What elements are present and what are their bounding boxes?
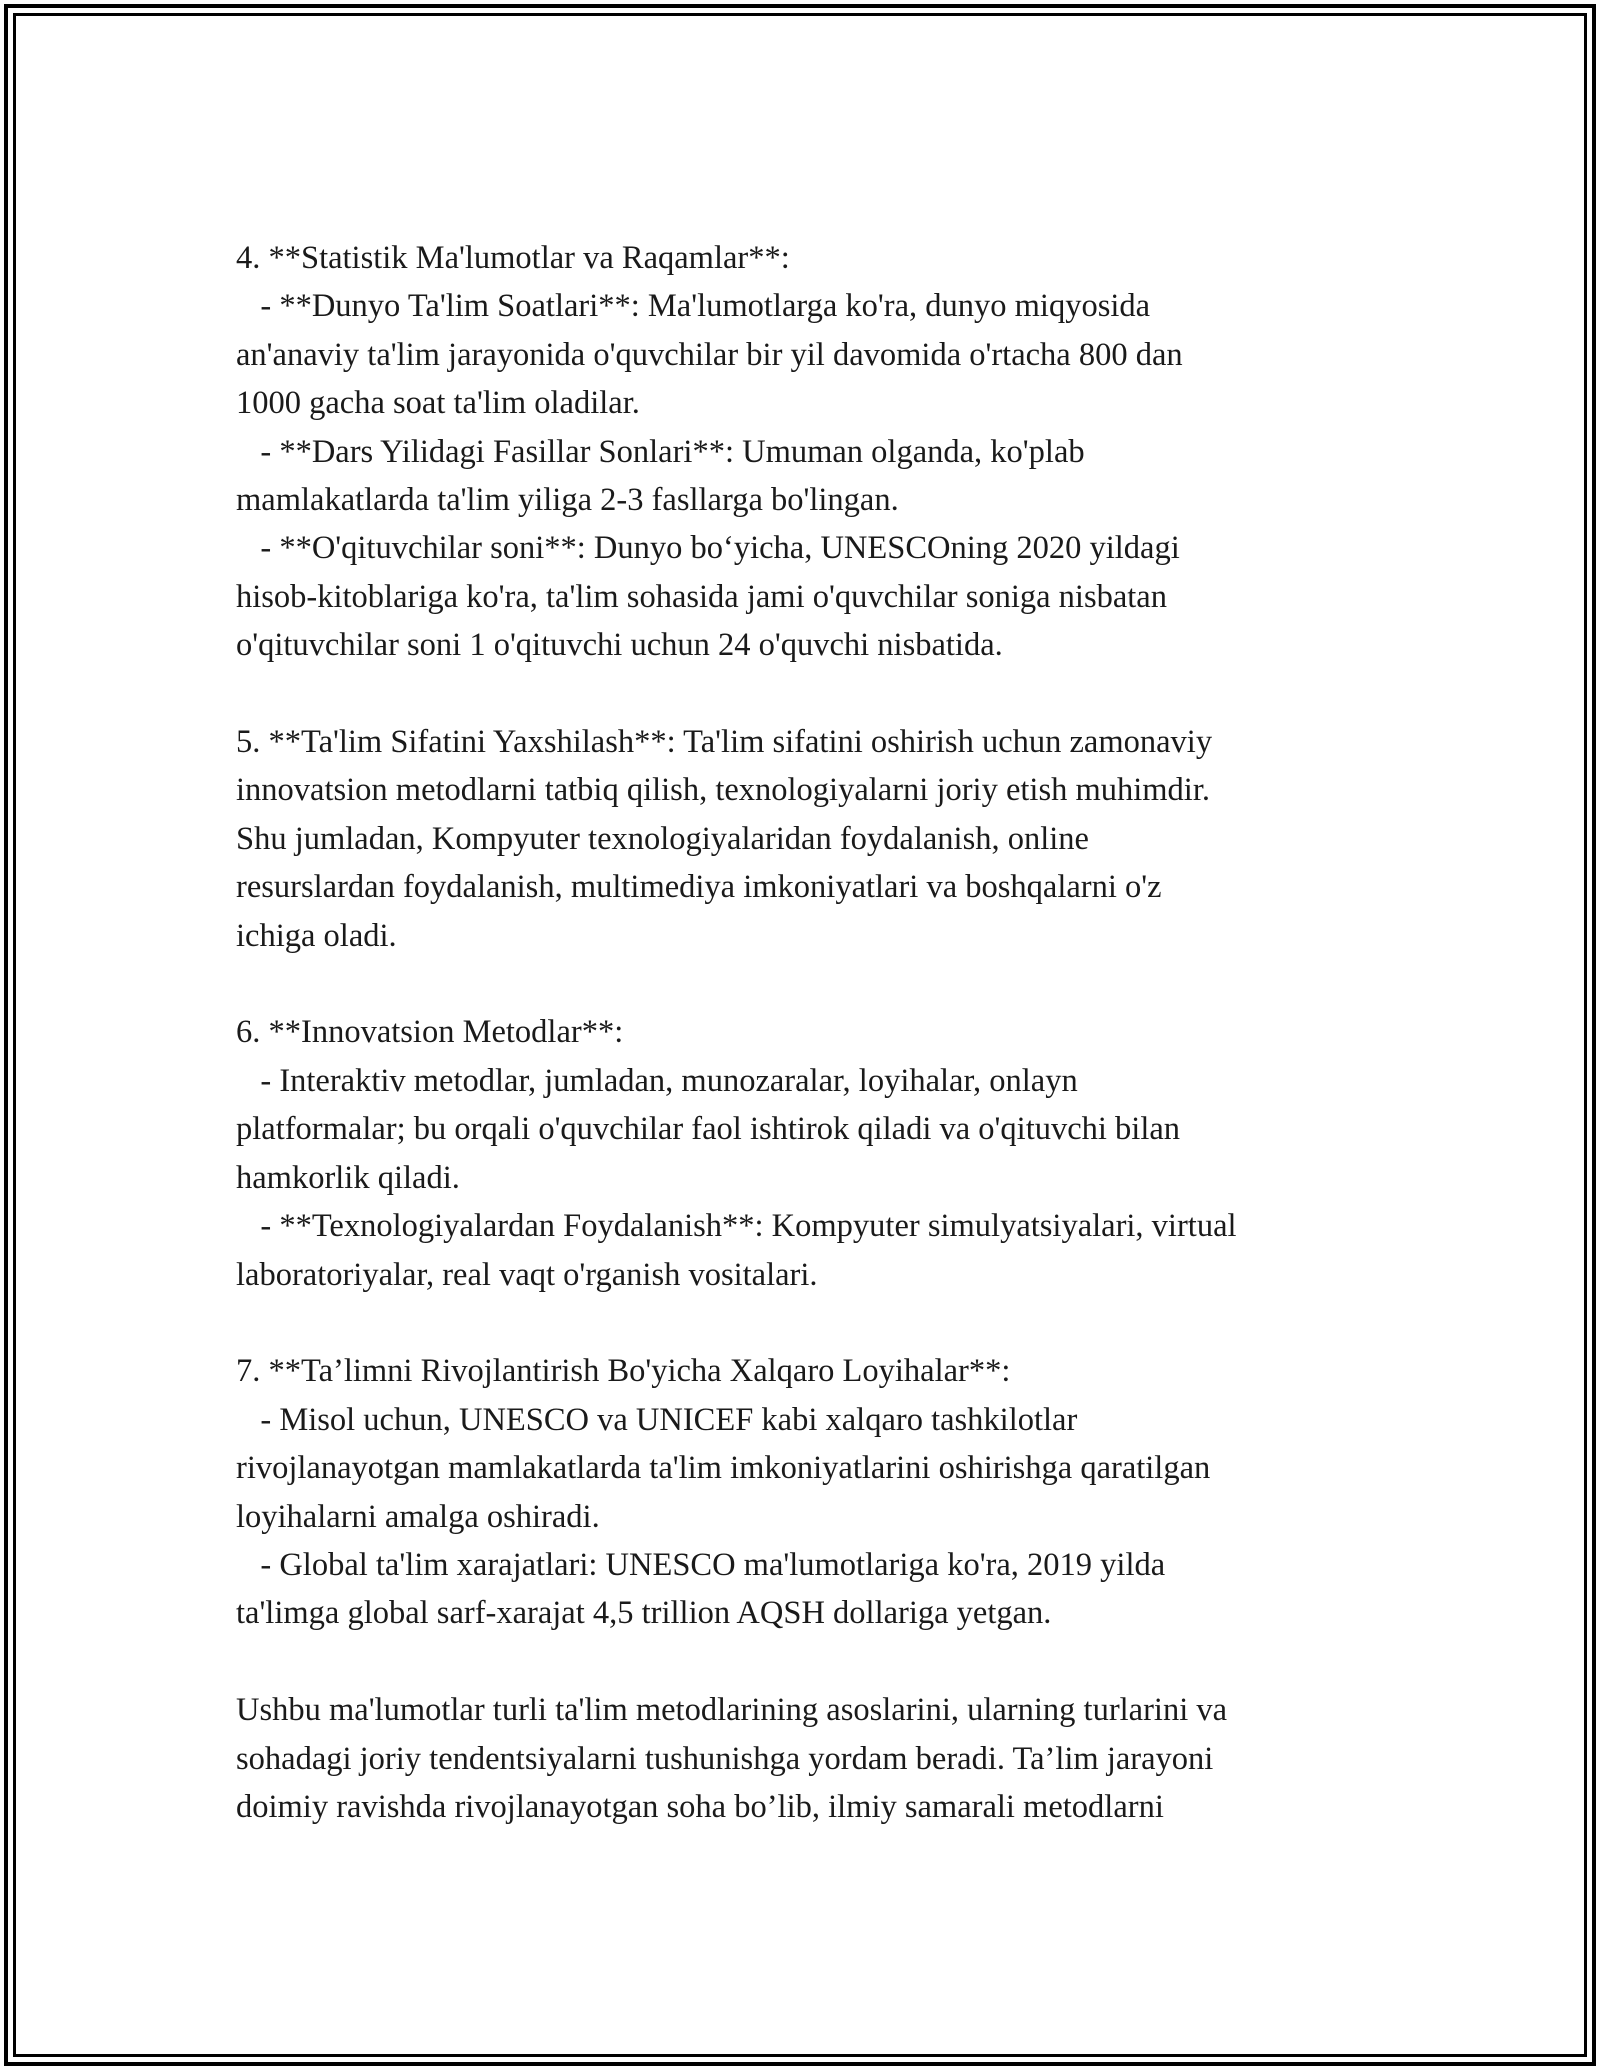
text-line: 4. **Statistik Ma'lumotlar va Raqamlar**: bbox=[236, 240, 790, 276]
text-line: - **Texnologiyalardan Foydalanish**: Kompyuter simulyatsiyalari, virtual bbox=[236, 1208, 1237, 1245]
section-quality bbox=[236, 718, 1396, 960]
section-international-projects bbox=[236, 1347, 1396, 1637]
text-line: - Global ta'lim xarajatlari: UNESCO ma'lumotlariga ko'ra, 2019 yilda bbox=[236, 1546, 1166, 1583]
text-line: - **Dars Yilidagi Fasillar Sonlari**: Umuman olganda, ko'plab bbox=[236, 433, 1085, 470]
text-line: doimiy ravishda rivojlanayotgan soha bo’lib, ilmiy samarali metodlarni bbox=[236, 1788, 1164, 1825]
text-line: hamkorlik qiladi. bbox=[236, 1159, 460, 1196]
text-line: - **O'qituvchilar soni**: Dunyo bo‘yicha, UNESCOning 2020 yildagi bbox=[236, 530, 1180, 567]
text-line: loyihalarni amalga oshiradi. bbox=[236, 1498, 600, 1535]
text-line: Shu jumladan, Kompyuter texnologiyalaridan foydalanish, online bbox=[236, 820, 1089, 857]
text-line: 5. **Ta'lim Sifatini Yaxshilash**: Ta'lim sifatini oshirish uchun zamonaviy bbox=[236, 724, 1213, 761]
text-line: 1000 gacha soat ta'lim oladilar. bbox=[236, 385, 640, 422]
text-line: - **Dunyo Ta'lim Soatlari**: Ma'lumotlarga ko'ra, dunyo miqyosida bbox=[236, 288, 1151, 325]
text-line: laboratoriyalar, real vaqt o'rganish vositalari. bbox=[236, 1256, 818, 1293]
text-line: Ushbu ma'lumotlar turli ta'lim metodlarining asoslarini, ularning turlarini va bbox=[236, 1692, 1228, 1729]
section-conclusion bbox=[236, 1686, 1396, 1831]
text-line: an'anaviy ta'lim jarayonida o'quvchilar bir yil davomida o'rtacha 800 dan bbox=[236, 336, 1183, 373]
text-line: 7. **Ta’limni Rivojlantirish Bo'yicha Xalqaro Loyihalar**: bbox=[236, 1353, 1011, 1390]
text-line: - Misol uchun, UNESCO va UNICEF kabi xalqaro tashkilotlar bbox=[236, 1401, 1078, 1438]
section-statistics bbox=[236, 234, 1396, 670]
text-line: ichiga oladi. bbox=[236, 917, 397, 954]
text-line: hisob-kitoblariga ko'ra, ta'lim sohasida jami o'quvchilar soniga nisbatan bbox=[236, 578, 1167, 615]
document-body bbox=[236, 234, 1396, 1880]
text-line: resurslardan foydalanish, multimediya imkoniyatlari va boshqalarni o'z bbox=[236, 869, 1162, 906]
text-line: - Interaktiv metodlar, jumladan, munozaralar, loyihalar, onlayn bbox=[236, 1062, 1078, 1099]
text-line: platformalar; bu orqali o'quvchilar faol ishtirok qiladi va o'qituvchi bilan bbox=[236, 1111, 1181, 1148]
text-line: mamlakatlarda ta'lim yiliga 2-3 fasllarga bo'lingan. bbox=[236, 482, 899, 519]
section-innovative-methods bbox=[236, 1008, 1396, 1298]
text-line: sohadagi joriy tendentsiyalarni tushunishga yordam beradi. Ta’lim jarayoni bbox=[236, 1740, 1214, 1777]
text-line: rivojlanayotgan mamlakatlarda ta'lim imkoniyatlarini oshirishga qaratilgan bbox=[236, 1450, 1211, 1487]
text-line: innovatsion metodlarni tatbiq qilish, texnologiyalarni joriy etish muhimdir. bbox=[236, 772, 1210, 809]
text-line: o'qituvchilar soni 1 o'qituvchi uchun 24 o'quvchi nisbatida. bbox=[236, 627, 1003, 664]
text-line: ta'limga global sarf-xarajat 4,5 trillion AQSH dollariga yetgan. bbox=[236, 1595, 1052, 1632]
text-line: 6. **Innovatsion Metodlar**: bbox=[236, 1014, 624, 1051]
